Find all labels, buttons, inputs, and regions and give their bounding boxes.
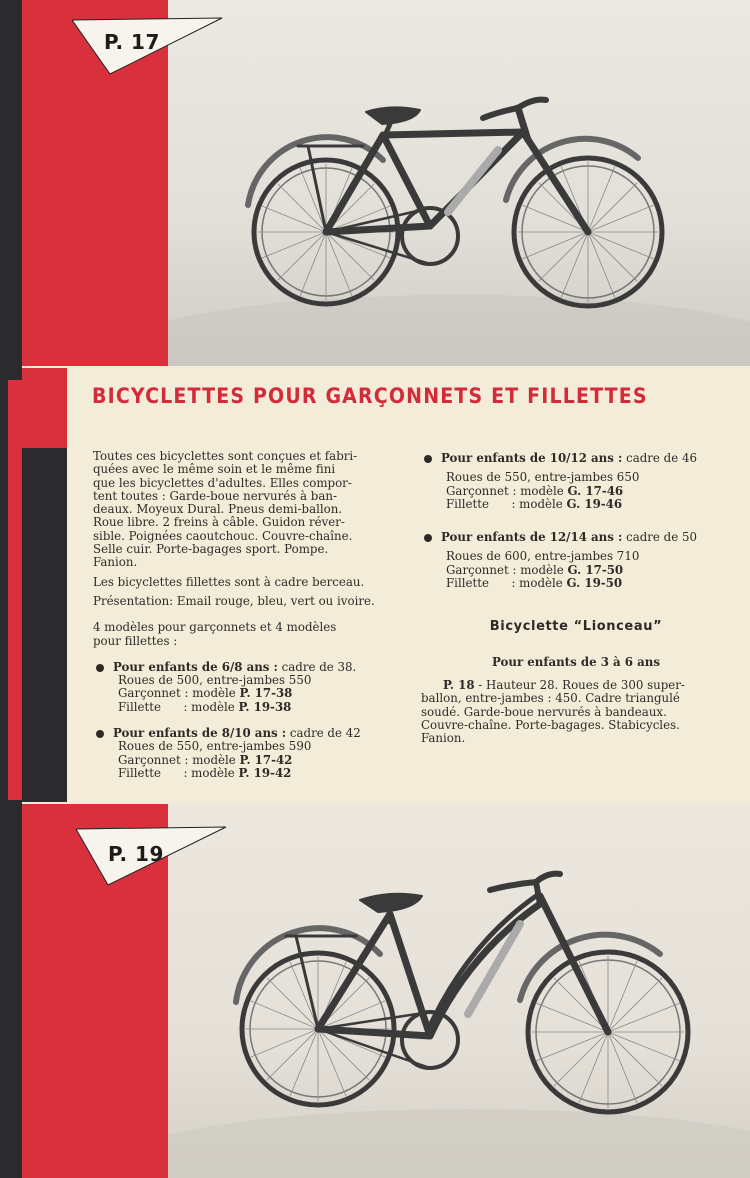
photo-girls-bicycle xyxy=(168,804,750,1178)
intro-paragraph xyxy=(93,450,393,570)
group-heading: Pour enfants de 12/14 ans : xyxy=(441,530,623,545)
group-heading: Pour enfants de 6/8 ans : xyxy=(113,659,278,674)
group-frame: cadre de 50 xyxy=(622,530,697,545)
lionceau-model: P. 18 xyxy=(443,677,475,692)
girls-bicycle-illustration xyxy=(168,804,750,1178)
girl-model-code: P. 19-42 xyxy=(238,765,292,780)
spine-red-strip xyxy=(8,380,22,800)
model-group-8-10 xyxy=(93,727,393,780)
left-column xyxy=(93,450,393,780)
models-intro-line: pour fillettes : xyxy=(93,633,178,648)
page-title: BICYCLETTES POUR GARÇONNETS ET FILLETTES xyxy=(92,384,648,409)
boy-model-code: G. 17-46 xyxy=(567,483,624,498)
group-heading: Pour enfants de 8/10 ans : xyxy=(113,726,287,741)
right-column xyxy=(421,452,731,745)
intro-line: sible. Poignées caoutchouc. Couvre-chaîne. xyxy=(93,528,353,543)
group-frame: cadre de 38. xyxy=(277,659,357,674)
group-heading: Pour enfants de 10/12 ans : xyxy=(441,451,623,465)
boys-bicycle-illustration xyxy=(168,0,750,366)
group-wheels: Roues de 500, entre-jambes 550 xyxy=(118,673,312,688)
group-wheels: Roues de 600, entre-jambes 710 xyxy=(446,549,640,564)
intro-line: quées avec le même soin et le même fini xyxy=(93,462,336,477)
bullet-icon xyxy=(424,534,432,542)
group-frame: cadre de 42 xyxy=(286,726,361,741)
boy-model-prefix: Garçonnet : modèle xyxy=(118,752,240,767)
models-intro-line: 4 modèles pour garçonnets et 4 modèles xyxy=(93,620,337,635)
intro-line: Fanion. xyxy=(93,555,138,570)
intro-line: tent toutes : Garde-boue nervurés à ban- xyxy=(93,488,337,503)
boy-model-prefix: Garçonnet : modèle xyxy=(446,483,568,498)
model-group-6-8 xyxy=(93,661,393,714)
girl-model-prefix: Fillette : modèle xyxy=(446,576,567,591)
bullet-icon xyxy=(96,664,104,672)
girl-model-prefix: Fillette : modèle xyxy=(118,765,239,780)
model-group-12-14 xyxy=(421,531,731,590)
group-frame: cadre de 46 xyxy=(622,451,697,465)
lionceau-title: Bicyclette “Lionceau” xyxy=(489,619,663,635)
bullet-icon xyxy=(96,730,104,738)
fillettes-note: Les bicyclettes fillettes sont à cadre berceau. xyxy=(93,574,365,589)
boy-model-code: P. 17-38 xyxy=(239,686,293,701)
intro-line: Selle cuir. Porte-bagages sport. Pompe. xyxy=(93,542,329,557)
girl-model-code: G. 19-50 xyxy=(566,576,623,591)
lionceau-line: Couvre-chaîne. Porte-bagages. Stabicycles. xyxy=(421,717,680,732)
girl-model-code: P. 19-38 xyxy=(238,699,292,714)
boy-model-prefix: Garçonnet : modèle xyxy=(446,562,568,577)
girl-model-code: G. 19-46 xyxy=(566,496,623,511)
intro-line: Toutes ces bicyclettes sont conçues et fabri- xyxy=(93,449,358,463)
lionceau-line: soudé. Garde-boue nervurés à bandeaux. xyxy=(421,704,667,719)
page-label-bottom: P. 19 xyxy=(108,842,164,866)
intro-line: deaux. Moyeux Dural. Pneus demi-ballon. xyxy=(93,502,343,517)
intro-line: Roue libre. 2 freins à câble. Guidon réver- xyxy=(93,515,345,530)
page-label-top: P. 17 xyxy=(104,30,160,54)
boy-model-code: P. 17-42 xyxy=(239,752,293,767)
boy-model-prefix: Garçonnet : modèle xyxy=(118,686,240,701)
boy-model-code: G. 17-50 xyxy=(567,562,624,577)
girl-model-prefix: Fillette : modèle xyxy=(446,496,567,511)
lionceau-line: - Hauteur 28. Roues de 300 super- xyxy=(474,677,685,692)
group-wheels: Roues de 550, entre-jambes 650 xyxy=(446,470,640,485)
lionceau-section xyxy=(421,620,731,745)
red-block-middle xyxy=(22,368,67,448)
girl-model-prefix: Fillette : modèle xyxy=(118,699,239,714)
model-group-10-12 xyxy=(421,452,731,511)
photo-boys-bicycle xyxy=(168,0,750,366)
lionceau-line: Fanion. xyxy=(421,731,466,746)
lionceau-subtitle: Pour enfants de 3 à 6 ans xyxy=(491,654,660,669)
intro-line: que les bicyclettes d'adultes. Elles compor- xyxy=(93,475,352,490)
presentation-note: Présentation: Email rouge, bleu, vert ou ivoire. xyxy=(93,593,375,608)
bullet-icon xyxy=(424,455,432,463)
lionceau-line: ballon, entre-jambes : 450. Cadre triangulé xyxy=(421,691,680,706)
group-wheels: Roues de 550, entre-jambes 590 xyxy=(118,739,312,754)
